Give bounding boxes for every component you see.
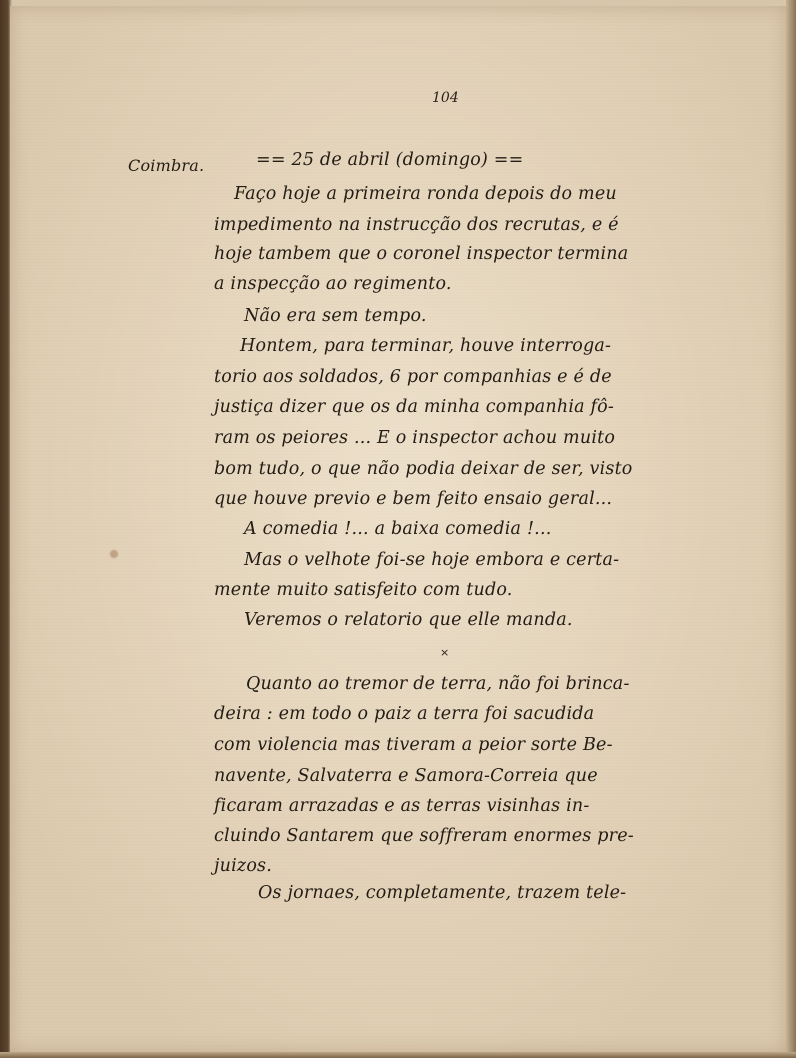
text-line: justiça dizer que os da minha companhia fô- — [214, 397, 615, 417]
text-line: bom tudo, o que não podia deixar de ser, visto — [214, 459, 633, 479]
text-line: A comedia !... a baixa comedia !... — [244, 519, 552, 539]
place-name: Coimbra. — [128, 156, 205, 175]
text-line: impedimento na instrucção dos recrutas, e é — [214, 215, 619, 235]
date-heading: == 25 de abril (domingo) == — [256, 150, 524, 170]
text-line: juizos. — [214, 856, 272, 876]
page-edge-bottom — [0, 1052, 796, 1058]
text-line: Veremos o relatorio que elle manda. — [244, 610, 573, 630]
text-line: Hontem, para terminar, houve interroga- — [240, 336, 612, 356]
text-line: navente, Salvaterra e Samora-Correia que — [214, 766, 598, 786]
text-line: Faço hoje a primeira ronda depois do meu — [234, 184, 617, 204]
text-line: com violencia mas tiveram a peior sorte Be- — [214, 735, 613, 755]
page-edge-right — [786, 0, 796, 1058]
text-line: torio aos soldados, 6 por companhias e é de — [214, 367, 612, 387]
text-line: cluindo Santarem que soffreram enormes pre- — [214, 826, 634, 846]
text-line: Quanto ao tremor de terra, não foi brinca- — [246, 674, 630, 694]
text-line: Os jornaes, completamente, trazem tele- — [258, 883, 627, 903]
text-line: a inspecção ao regimento. — [214, 274, 452, 294]
text-line: ficaram arrazadas e as terras visinhas in- — [214, 796, 590, 816]
section-separator: × — [440, 646, 450, 659]
page-number: 104 — [432, 90, 459, 106]
text-line: ram os peiores ... E o inspector achou muito — [214, 428, 616, 448]
text-line: Não era sem tempo. — [244, 306, 427, 326]
text-line: hoje tambem que o coronel inspector termina — [214, 244, 629, 264]
text-line: mente muito satisfeito com tudo. — [214, 580, 513, 600]
text-line: que houve previo e bem feito ensaio geral... — [214, 489, 613, 509]
text-line: deira : em todo o paiz a terra foi sacudida — [214, 704, 595, 724]
text-line: Mas o velhote foi-se hoje embora e certa- — [244, 550, 620, 570]
